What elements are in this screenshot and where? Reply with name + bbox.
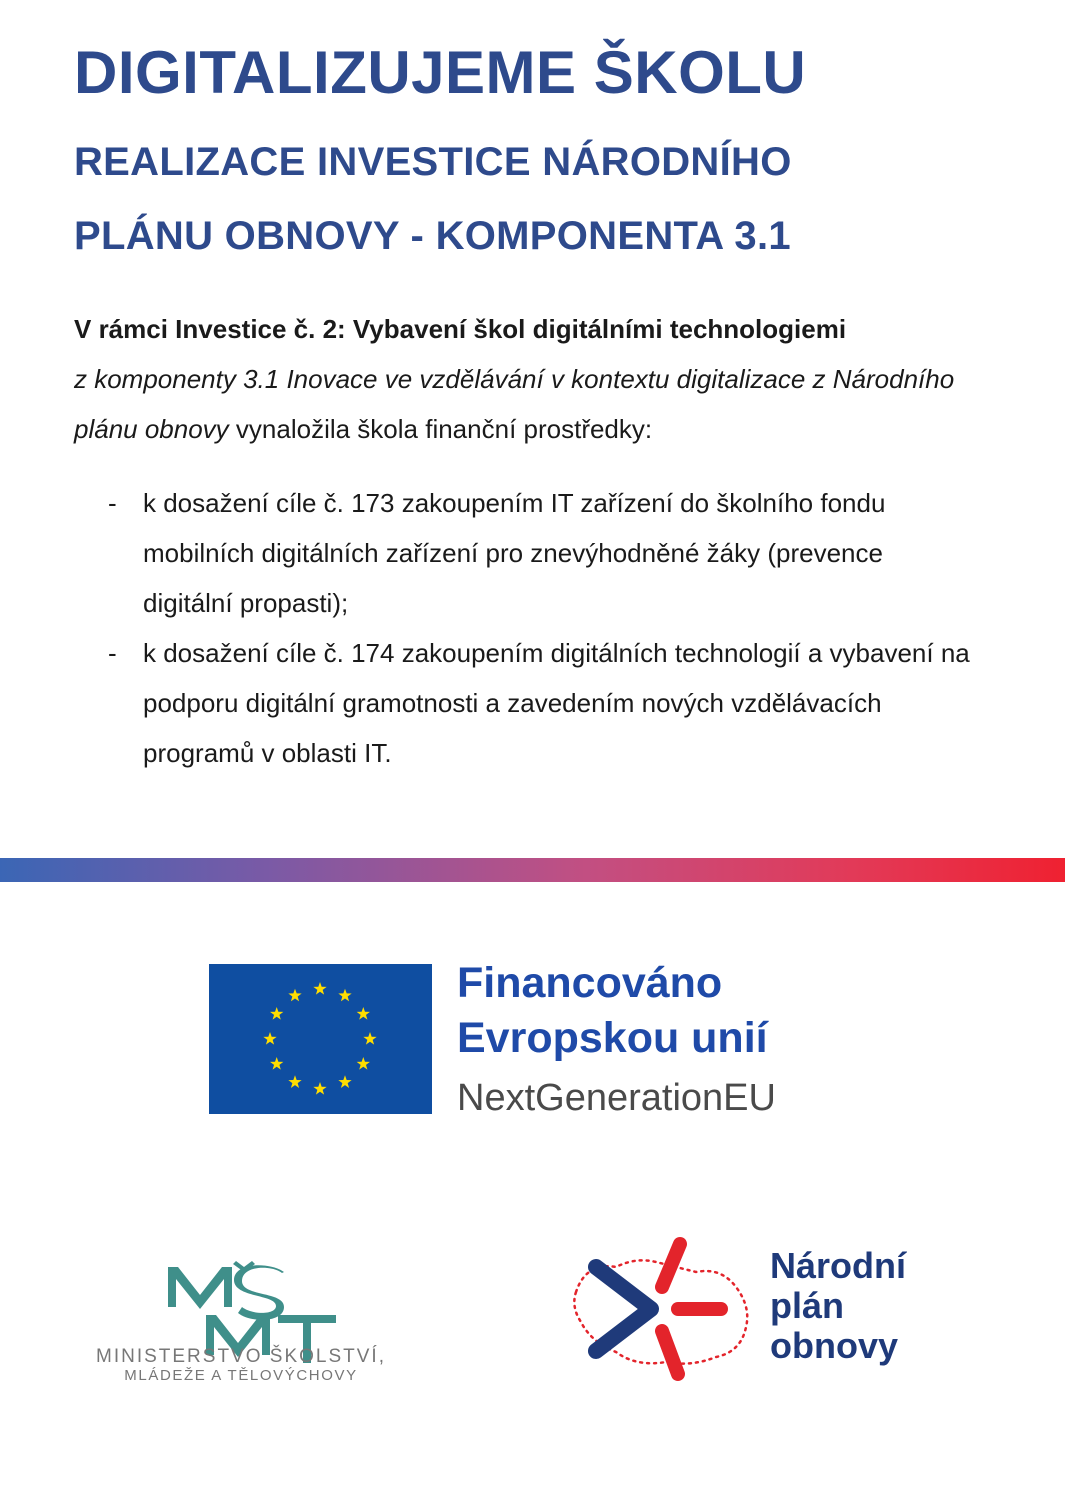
- list-item: [74, 478, 974, 628]
- npo-line-3: obnovy: [770, 1325, 899, 1366]
- goal-text: k dosažení cíle č. 173 zakoupením IT zařízení do školního fondu mobilních digitálních zařízení pro znevýhodněné žáky (prevence digitální propasti);: [143, 488, 886, 618]
- list-dash: -: [108, 638, 117, 668]
- intro-italic-text: z komponenty 3.1 Inovace ve vzdělávání v kontextu digitalizace z Národního plánu obnovy: [74, 364, 955, 444]
- intro-bold-text: V rámci Investice č. 2: Vybavení škol digitálními technologiemi: [74, 314, 847, 344]
- npo-text: [770, 1246, 906, 1366]
- eu-line-financed: Financováno: [457, 959, 723, 1007]
- gradient-divider: [0, 858, 1065, 882]
- eu-line-nextgen: NextGenerationEU: [457, 1077, 776, 1119]
- npo-mark-icon: [566, 1232, 766, 1392]
- subtitle-line-2: PLÁNU OBNOVY - KOMPONENTA 3.1: [74, 214, 791, 258]
- list-dash: -: [108, 488, 117, 518]
- eu-text: [457, 956, 776, 1130]
- eu-funding-logo: [209, 959, 809, 1119]
- msmt-name-line-1: MINISTERSTVO ŠKOLSTVÍ,: [96, 1346, 386, 1367]
- list-item: [74, 628, 974, 778]
- intro-rest-text: vynaložila škola finanční prostředky:: [228, 414, 653, 444]
- page-title: DIGITALIZUJEME ŠKOLU: [74, 39, 807, 106]
- npo-line-1: Národní: [770, 1245, 907, 1286]
- goal-text: k dosažení cíle č. 174 zakoupením digitálních technologií a vybavení na podporu digitální gramotnosti a zavedením nových vzdělávacích programů v oblasti IT.: [143, 638, 970, 768]
- npo-line-2: plán: [770, 1285, 845, 1326]
- msmt-name-line-2: MLÁDEŽE A TĚLOVÝCHOVY: [124, 1367, 358, 1384]
- eu-flag-icon: [209, 964, 432, 1114]
- eu-line-union: Evropskou unií: [457, 1014, 768, 1062]
- subtitle-line-1: REALIZACE INVESTICE NÁRODNÍHO: [74, 140, 792, 184]
- intro-paragraph: [74, 304, 974, 454]
- goals-list: [74, 478, 974, 778]
